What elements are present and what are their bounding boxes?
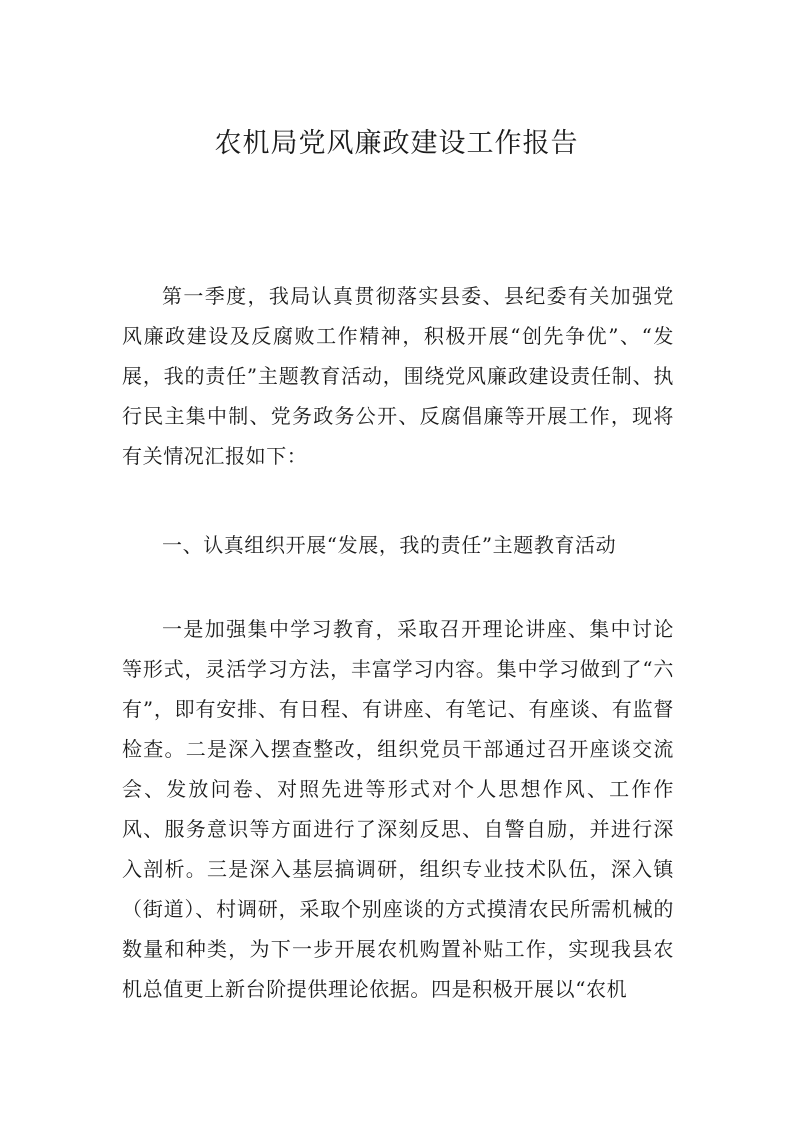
intro-paragraph: 第一季度，我局认真贯彻落实县委、县纪委有关加强党风廉政建设及反腐败工作精神，积极开展“创先争优”、“发展，我的责任”主题教育活动，围绕党风廉政建设责任制、执行民主集中制、党务政务公开、反腐倡廉等开展工作，现将有关情况汇报如下：: [122, 284, 674, 468]
section-one-heading: 一、认真组织开展“发展，我的责任”主题教育活动: [162, 533, 617, 557]
document-title: 农机局党风廉政建设工作报告: [214, 128, 579, 159]
section-one-paragraph: 一是加强集中学习教育，采取召开理论讲座、集中讨论等形式，灵活学习方法，丰富学习内容。集中学习做到了“六有”，即有安排、有日程、有讲座、有笔记、有座谈、有监督检查。二是深入摆查整改，组织党员干部通过召开座谈交流会、发放问卷、对照先进等形式对个人思想作风、工作作风、服务意识等方面进行了深刻反思、自警自励，并进行深入剖析。三是深入基层搞调研，组织专业技术队伍，深入镇（街道）、村调研，采取个别座谈的方式摸清农民所需机械的数量和种类，为下一步开展农机购置补贴工作，实现我县农机总值更上新台阶提供理论依据。四是积极开展以“农机: [122, 617, 674, 1001]
